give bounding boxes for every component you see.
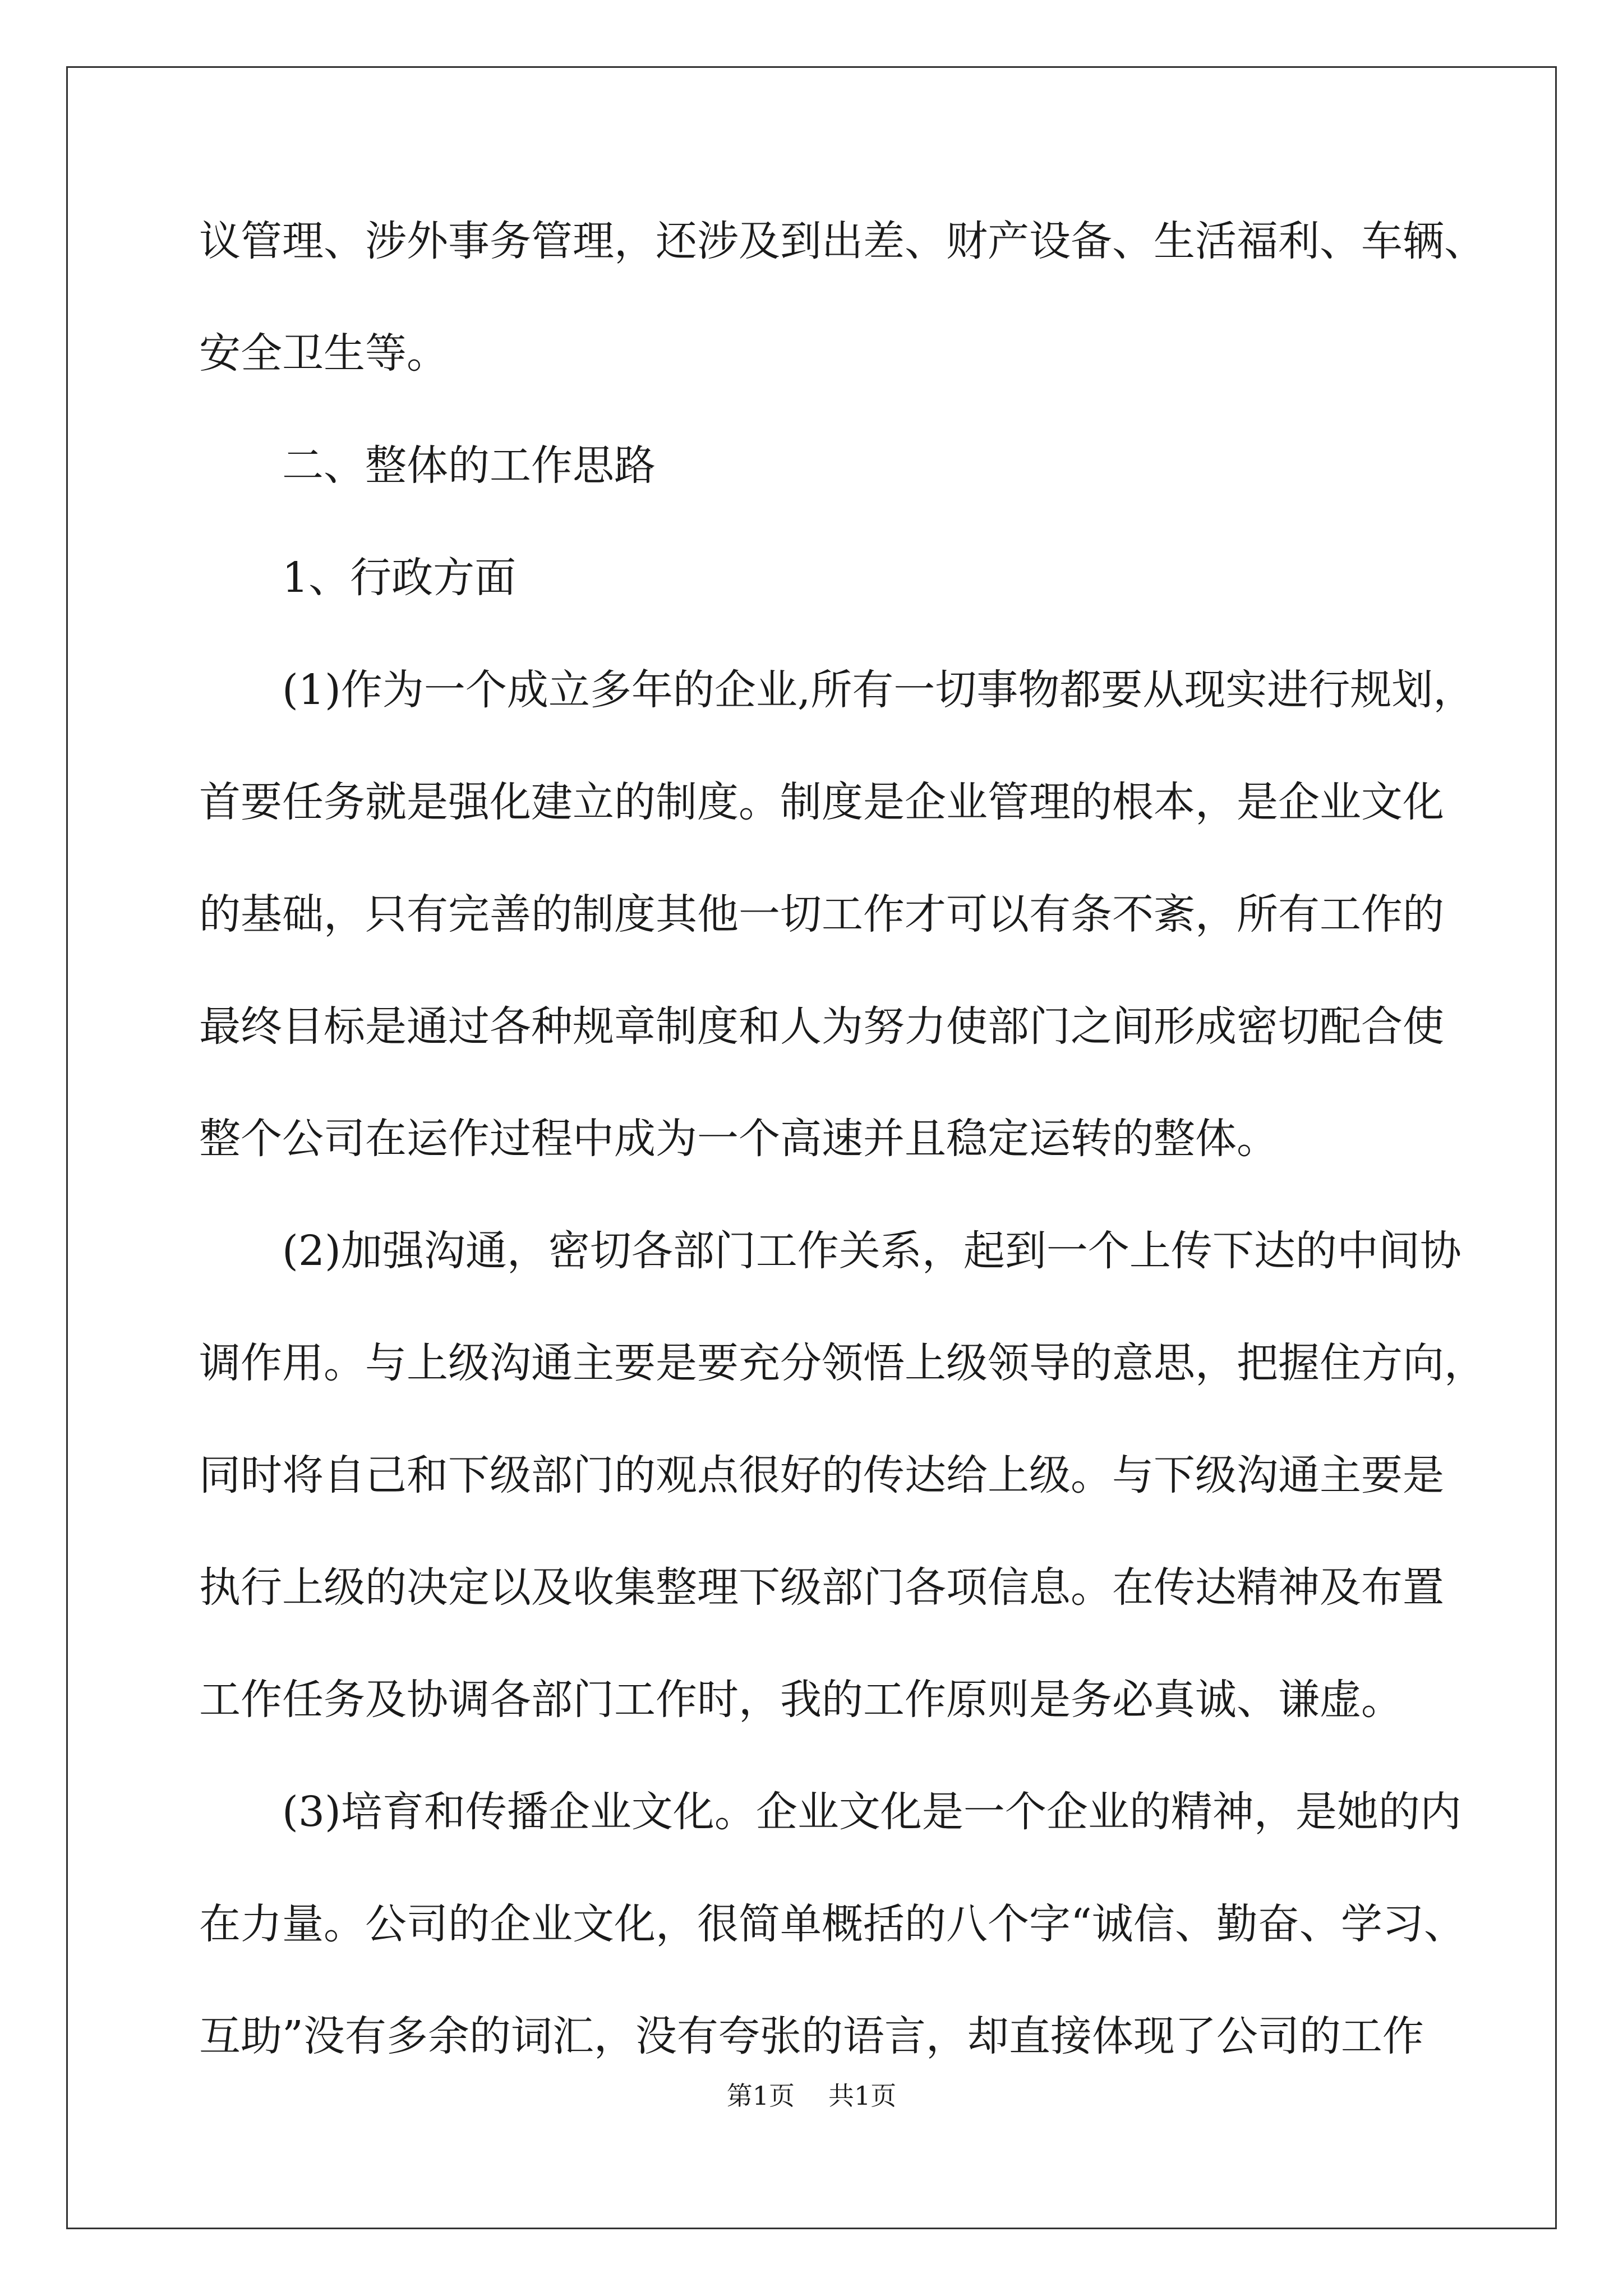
text-line: 在力量。公司的企业文化，很简单概括的八个字“诚信、勤奋、学习、 — [199, 1900, 1465, 1948]
paragraph-start: (1)作为一个成立多年的企业,所有一切事物都要从现实进行规划， — [282, 666, 1475, 714]
page-footer — [0, 2076, 1623, 2113]
section-heading: 二、整体的工作思路 — [282, 441, 656, 490]
page-total: 共1页 — [828, 2081, 897, 2111]
paragraph-start: (3)培育和传播企业文化。企业文化是一个企业的精神，是她的内 — [282, 1788, 1461, 1836]
page-number: 第1页 — [726, 2081, 795, 2111]
text-line: 最终目标是通过各种规章制度和人为努力使部门之间形成密切配合使 — [199, 1002, 1444, 1051]
text-line: 工作任务及协调各部门工作时，我的工作原则是务必真诚、谦虚。 — [199, 1676, 1403, 1724]
text-line: 整个公司在运作过程中成为一个高速并且稳定运转的整体。 — [199, 1115, 1278, 1163]
text-line: 互助”没有多余的词汇，没有夸张的语言，却直接体现了公司的工作 — [199, 2012, 1424, 2060]
document-body — [199, 185, 1486, 2092]
text-line: 议管理、涉外事务管理，还涉及到出差、财产设备、生活福利、车辆、 — [199, 217, 1486, 265]
text-line: 的基础，只有完善的制度其他一切工作才可以有条不紊，所有工作的 — [199, 890, 1444, 938]
paragraph-start: (2)加强沟通，密切各部门工作关系，起到一个上传下达的中间协 — [282, 1227, 1461, 1275]
text-line: 执行上级的决定以及收集整理下级部门各项信息。在传达精神及布置 — [199, 1563, 1444, 1612]
text-line: 安全卫生等。 — [199, 329, 448, 378]
text-line: 调作用。与上级沟通主要是要充分领悟上级领导的意思，把握住方向， — [199, 1339, 1486, 1387]
text-line: 同时将自己和下级部门的观点很好的传达给上级。与下级沟通主要是 — [199, 1451, 1444, 1499]
subsection-heading: 1、行政方面 — [282, 554, 517, 602]
text-line: 首要任务就是强化建立的制度。制度是企业管理的根本，是企业文化 — [199, 778, 1444, 826]
